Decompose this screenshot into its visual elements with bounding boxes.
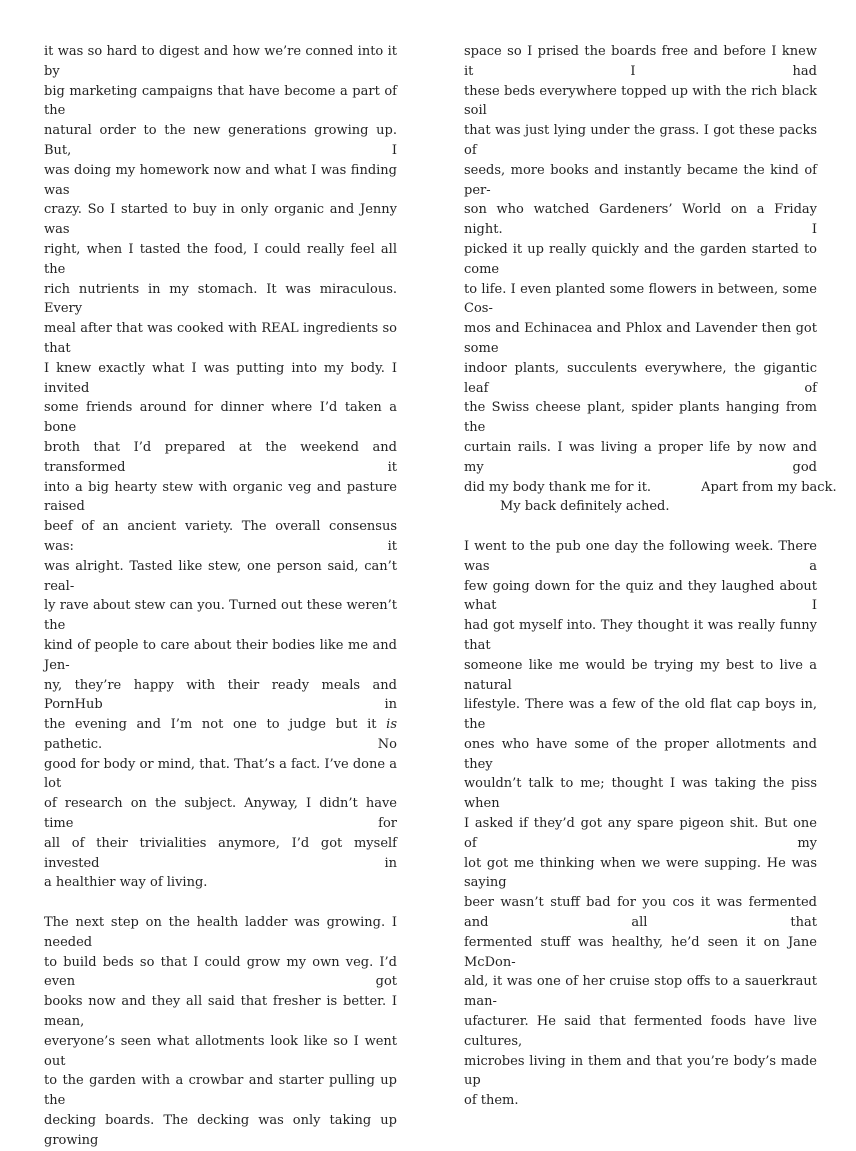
left-paragraph-2: [44, 913, 397, 1151]
left-page: [44, 42, 397, 1151]
text-line: right, when I tasted the food, I could really feel all the: [44, 241, 397, 277]
text-line: the Swiss cheese plant, spider plants hanging from the: [464, 400, 817, 436]
text-line: broth that I’d prepared at the weekend and transformed it: [44, 439, 397, 475]
text-line: it was so hard to digest and how we’re conned into it by: [44, 44, 397, 79]
text-line: into a big hearty stew with organic veg and pasture raised: [44, 479, 397, 515]
text-line: of them.: [464, 1093, 519, 1109]
right-paragraph-2: [464, 537, 817, 1111]
text-line: indoor plants, succulents everywhere, the gigantic leaf of: [464, 360, 817, 396]
text-line: to build beds so that I could grow my own veg. I’d even got: [44, 954, 397, 990]
text-line: kind of people to care about their bodies like me and Jen-: [44, 637, 397, 673]
text-line: I went to the pub one day the following week. There was a: [464, 538, 817, 574]
text-line: few going down for the quiz and they laughed about what I: [464, 578, 817, 614]
text-line: picked it up really quickly and the garden started to come: [464, 241, 817, 277]
text-line: The next step on the health ladder was growing. I needed: [44, 915, 397, 950]
text-line: beer wasn’t stuff bad for you cos it was fermented and all that: [464, 895, 817, 931]
text-line: to the garden with a crowbar and starter pulling up the: [44, 1073, 397, 1109]
text-line: good for body or mind, that. That’s a fact. I’ve done a lot: [44, 756, 397, 792]
line-text-after: pathetic. No: [44, 736, 397, 752]
text-line: curtain rails. I was living a proper life by now and my god: [464, 439, 817, 475]
text-line: space so I prised the boards free and before I knew it I had: [464, 44, 817, 79]
text-line: decking boards. The decking was only taking up growing: [44, 1113, 397, 1148]
text-line-split: [464, 478, 837, 498]
text-line: ufacturer. He said that fermented foods have live cultures,: [464, 1014, 817, 1049]
text-line: a healthier way of living.: [44, 875, 208, 891]
text-line: lifestyle. There was a few of the old flat cap boys in, the: [464, 697, 817, 733]
text-line: beef of an ancient variety. The overall consensus was: it: [44, 519, 397, 554]
text-line-with-emphasis: [44, 715, 397, 755]
text-line: big marketing campaigns that have become a part of the: [44, 83, 397, 119]
paragraph-gap: [44, 893, 397, 913]
text-line: natural order to the new generations growing up. But, I: [44, 123, 397, 158]
text-line: everyone’s seen what allotments look like so I went out: [44, 1033, 397, 1069]
text-line: ones who have some of the proper allotments and they: [464, 736, 817, 772]
left-paragraph-1: [44, 42, 397, 893]
text-line: was doing my homework now and what I was finding was: [44, 162, 397, 198]
emphasized-word: is: [386, 717, 397, 733]
text-line: ny, they’re happy with their ready meals and PornHub in: [44, 677, 397, 713]
right-paragraph-1: [464, 42, 837, 517]
text-line: had got myself into. They thought it was really funny that: [464, 618, 817, 653]
line-right-part: Apart from my back.: [701, 479, 837, 495]
text-line: of research on the subject. Anyway, I didn’t have time for: [44, 796, 397, 832]
text-line: these beds everywhere topped up with the rich black soil: [464, 83, 817, 119]
text-line: meal after that was cooked with REAL ingredients so that: [44, 321, 397, 356]
line-text-before: the evening and I’m not one to judge but it: [44, 717, 387, 733]
text-line: I asked if they’d got any spare pigeon shit. But one of my: [464, 816, 817, 851]
text-line: ald, it was one of her cruise stop offs to a sauerkraut man-: [464, 974, 817, 1010]
text-line: fermented stuff was healthy, he’d seen it on Jane McDon-: [464, 934, 817, 970]
right-page: [464, 42, 837, 1111]
text-line: to life. I even planted some flowers in between, some Cos-: [464, 281, 817, 317]
text-line: mos and Echinacea and Phlox and Lavender then got some: [464, 321, 817, 356]
text-line: son who watched Gardeners’ World on a Friday night. I: [464, 202, 817, 238]
paragraph-gap: [464, 517, 817, 537]
text-line: microbes living in them and that you’re body’s made up: [464, 1053, 817, 1089]
text-line: that was just lying under the grass. I got these packs of: [464, 123, 817, 158]
text-line: was alright. Tasted like stew, one person said, can’t real-: [44, 558, 397, 594]
text-line: crazy. So I started to buy in only organic and Jenny was: [44, 202, 397, 238]
text-line: ly rave about stew can you. Turned out these weren’t the: [44, 598, 397, 634]
text-line: all of their trivialities anymore, I’d got myself invested in: [44, 835, 397, 871]
text-line: rich nutrients in my stomach. It was miraculous. Every: [44, 281, 397, 317]
text-line: I knew exactly what I was putting into my body. I invited: [44, 360, 397, 396]
text-line: lot got me thinking when we were supping. He was saying: [464, 855, 817, 891]
text-line: wouldn’t talk to me; thought I was taking the piss when: [464, 776, 817, 812]
line-left-part: did my body thank me for it.: [464, 479, 652, 495]
text-line: books now and they all said that fresher is better. I mean,: [44, 994, 397, 1030]
text-line: someone like me would be trying my best to live a natural: [464, 657, 817, 693]
indented-line: My back definitely ached.: [500, 499, 670, 515]
text-line: some friends around for dinner where I’d taken a bone: [44, 400, 397, 436]
text-line: seeds, more books and instantly became the kind of per-: [464, 162, 817, 198]
